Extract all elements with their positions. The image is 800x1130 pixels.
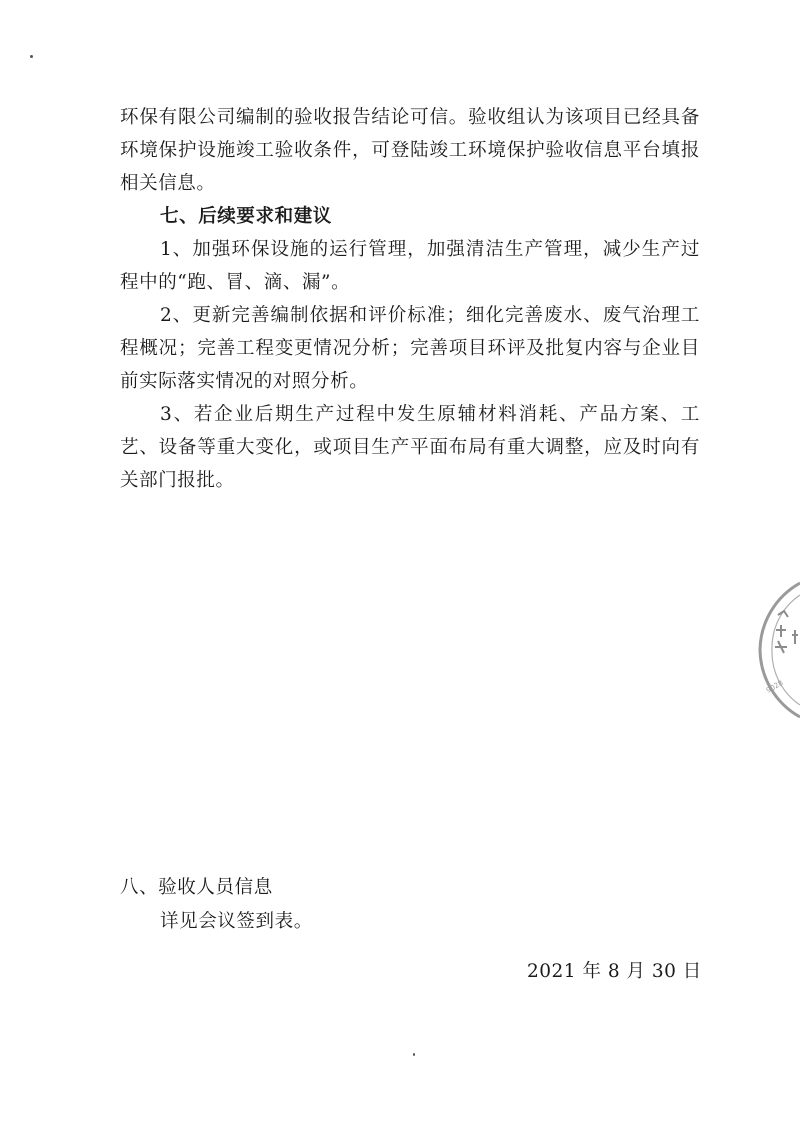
section-heading-7: 七、后续要求和建议: [160, 206, 332, 227]
conclusion-paragraph: 环保有限公司编制的验收报告结论可信。验收组认为该项目已经具备环境保护设施竣工验收条件，可登陆竣工环境保护验收信息平台填报相关信息。: [120, 107, 700, 194]
scan-speck: [413, 1053, 415, 1056]
document-date: 2021 年 8 月 30 日: [527, 961, 702, 982]
sign-in-reference: 详见会议签到表。: [160, 911, 313, 932]
requirement-item-3: 3、若企业后期生产过程中发生原辅材料消耗、产品方案、工艺、设备等重大变化，或项目生产平面布局有重大调整，应及时向有关部门报批。: [120, 404, 700, 491]
official-seal-partial: [748, 575, 800, 725]
scan-speck: [30, 55, 33, 58]
svg-text:9028: 9028: [765, 678, 785, 695]
section-heading-8: 八、验收人员信息: [120, 877, 273, 898]
requirement-item-2: 2、更新完善编制依据和评价标准；细化完善废水、废气治理工程概况；完善工程变更情况分析；完善项目环评及批复内容与企业目前实际落实情况的对照分析。: [120, 305, 700, 392]
requirement-item-1: 1、加强环保设施的运行管理，加强清洁生产管理，减少生产过程中的“跑、冒、滴、漏”。: [120, 239, 700, 293]
